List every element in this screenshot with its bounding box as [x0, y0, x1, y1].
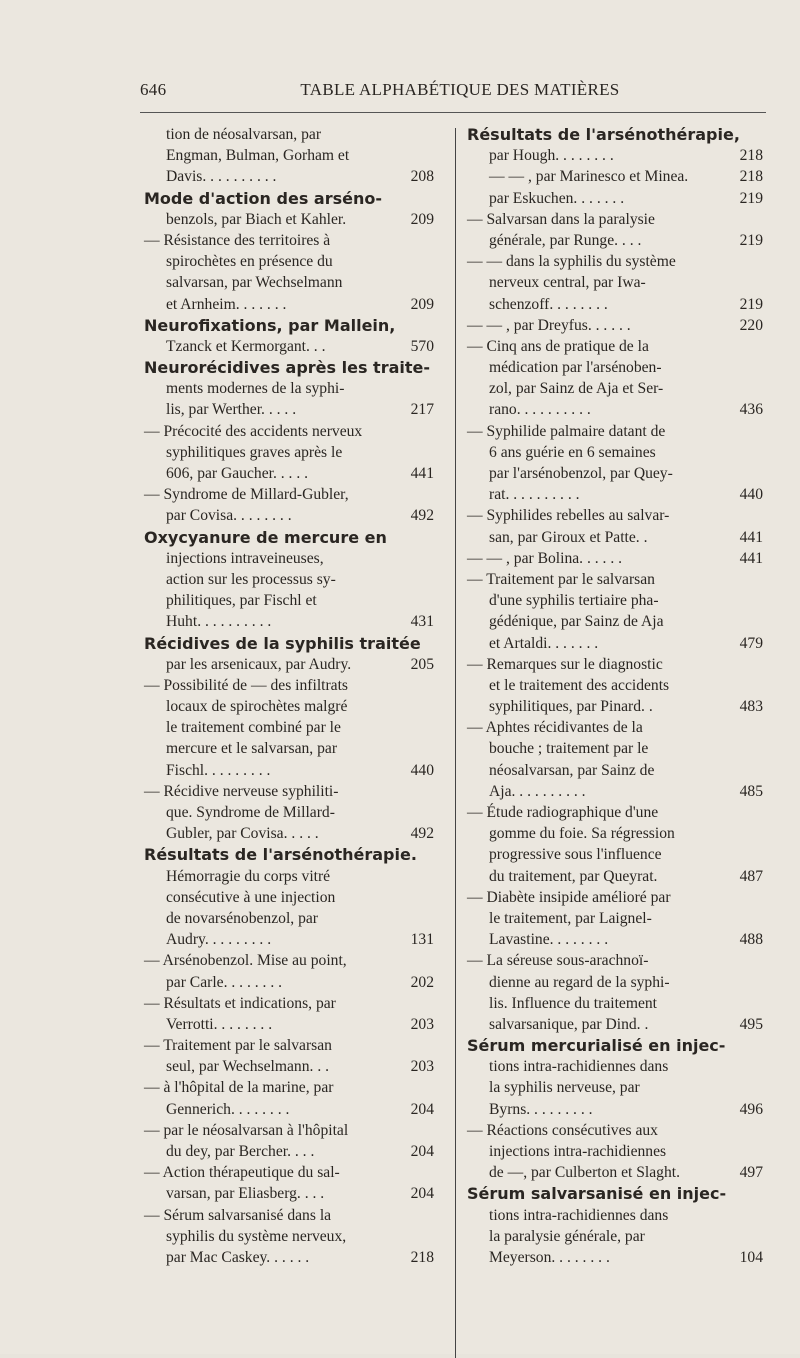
index-entry-line	[144, 145, 420, 166]
index-entry-line	[144, 717, 420, 738]
entry-text: syphilitiques graves après le	[166, 443, 343, 461]
page-reference: 497	[739, 1164, 763, 1182]
page-reference: 488	[739, 931, 763, 949]
entry-text: philitiques, par Fischl et	[166, 592, 317, 610]
entry-text: — — dans la syphilis du système	[467, 253, 676, 271]
index-entry-line	[467, 993, 743, 1014]
page-reference: 218	[410, 1248, 434, 1266]
entry-text: — Précocité des accidents nerveux	[144, 422, 363, 440]
entry-text: — Remarques sur le diagnostic	[467, 655, 663, 673]
index-entry-line	[144, 569, 420, 590]
page-reference: 203	[410, 1058, 434, 1076]
entry-text: lis. Influence du traitement	[489, 994, 658, 1012]
page-reference: 495	[739, 1015, 763, 1033]
entry-text: du dey, par Bercher. . . .	[166, 1143, 315, 1160]
entry-text: mercure et le salvarsan, par	[166, 740, 338, 758]
index-entry-line	[144, 548, 420, 569]
index-entry-line	[467, 802, 743, 823]
page-reference: 204	[410, 1185, 434, 1203]
entry-text: le traitement combiné par le	[166, 719, 341, 737]
entry-text: salvarsanique, par Dind. .	[489, 1015, 649, 1033]
entry-text: dienne au regard de la syphi-	[489, 973, 670, 991]
page-reference: 441	[739, 549, 763, 567]
entry-text: lis, par Werther. . . . .	[166, 401, 297, 419]
index-entry-line	[467, 738, 743, 759]
entry-text: — Action thérapeutique du sal-	[144, 1164, 340, 1182]
index-entry-line	[144, 421, 420, 442]
index-entry-line	[144, 760, 434, 781]
index-entry-line	[467, 760, 743, 781]
entry-text: — Réactions consécutives aux	[467, 1121, 658, 1139]
entry-text: et le traitement des accidents	[489, 676, 670, 694]
entry-text: Résultats de l'arsénothérapie.	[144, 845, 417, 865]
page-reference: 218	[739, 147, 763, 165]
index-entry-line	[467, 929, 763, 950]
index-heading	[144, 633, 420, 654]
page-reference: 440	[410, 761, 434, 779]
entry-text: — Syphilides rebelles au salvar-	[467, 507, 670, 525]
entry-text: gomme du foie. Sa régression	[489, 825, 675, 843]
index-entry-line	[467, 145, 763, 166]
entry-text: Neurorécidives après les traite-	[144, 358, 431, 378]
page-reference: 492	[410, 507, 434, 525]
entry-text: san, par Giroux et Patte. .	[489, 528, 648, 546]
index-entry-line	[144, 209, 434, 230]
page-reference: 219	[739, 231, 763, 249]
index-entry-line	[467, 336, 743, 357]
entry-text: bouche ; traitement par le	[489, 740, 649, 758]
entry-text: Lavastine. . . . . . . .	[489, 931, 609, 949]
index-entry-line	[467, 1141, 743, 1162]
entry-text: Verrotti. . . . . . . .	[166, 1015, 273, 1033]
entry-text: par les arsenicaux, par Audry.	[166, 655, 352, 673]
header-rule	[140, 112, 766, 113]
index-entry-line	[144, 866, 420, 887]
entry-text: action sur les processus sy-	[166, 570, 336, 588]
index-entry-line	[144, 166, 434, 187]
page-reference: 485	[739, 782, 763, 800]
index-entry-line	[467, 548, 763, 569]
index-entry-line	[144, 1162, 420, 1183]
index-entry-line	[144, 696, 420, 717]
index-entry-line	[144, 378, 420, 399]
entry-text: — Résultats et indications, par	[144, 994, 336, 1012]
index-entry-line	[144, 251, 420, 272]
page-reference: 219	[739, 295, 763, 313]
entry-text: générale, par Runge. . . .	[489, 231, 642, 249]
index-entry-line	[467, 844, 743, 865]
page-header	[140, 74, 780, 104]
page-reference: 570	[410, 337, 434, 355]
entry-text: — Syphilide palmaire datant de	[467, 422, 666, 440]
entry-text: rano. . . . . . . . . .	[489, 401, 591, 419]
index-heading	[144, 527, 420, 548]
page-reference: 131	[410, 931, 434, 949]
page-reference: 218	[739, 168, 763, 186]
index-entry-line	[144, 993, 420, 1014]
index-entry-line	[467, 484, 763, 505]
index-entry-line	[467, 421, 743, 442]
index-entry-line	[467, 972, 743, 993]
entry-text: — Traitement par le salvarsan	[144, 1037, 332, 1055]
index-entry-line	[467, 378, 743, 399]
page-reference: 219	[739, 189, 763, 207]
index-entry-line	[144, 294, 434, 315]
entry-text: progressive sous l'influence	[489, 846, 662, 864]
entry-text: Récidives de la syphilis traitée	[144, 633, 421, 653]
entry-text: salvarsan, par Wechselmann	[166, 274, 343, 292]
entry-text: seul, par Wechselmann. . .	[166, 1058, 330, 1076]
entry-text: Engman, Bulman, Gorham et	[166, 147, 350, 165]
index-entry-line	[144, 1247, 434, 1268]
entry-text: zol, par Sainz de Aja et Ser-	[489, 380, 664, 398]
index-entry-line	[467, 908, 743, 929]
index-entry-line	[467, 633, 763, 654]
index-entry-line	[467, 399, 763, 420]
index-heading	[467, 124, 743, 145]
entry-text: par Mac Caskey. . . . . .	[166, 1248, 310, 1266]
index-heading	[467, 1183, 743, 1204]
index-heading	[467, 1035, 743, 1056]
page-reference: 441	[739, 528, 763, 546]
index-entry-line	[467, 442, 743, 463]
index-entry-line	[467, 527, 763, 548]
index-entry-line	[467, 294, 763, 315]
entry-text: Audry. . . . . . . . .	[166, 931, 272, 949]
index-heading	[144, 844, 420, 865]
entry-text: syphilitiques, par Pinard. .	[489, 698, 653, 716]
entry-text: locaux de spirochètes malgré	[166, 698, 348, 716]
page-reference: 104	[739, 1248, 763, 1266]
index-entry-line	[144, 1141, 434, 1162]
index-entry-line	[144, 972, 434, 993]
entry-text: — Cinq ans de pratique de la	[467, 337, 649, 355]
index-entry-line	[467, 1162, 763, 1183]
index-entry-line	[467, 357, 743, 378]
entry-text: le traitement, par Laignel-	[489, 909, 652, 927]
index-entry-line	[467, 166, 763, 187]
entry-text: néosalvarsan, par Sainz de	[489, 761, 655, 779]
entry-text: Davis. . . . . . . . . .	[166, 168, 277, 186]
entry-text: par Carle. . . . . . . .	[166, 973, 283, 991]
entry-text: 606, par Gaucher. . . . .	[166, 465, 309, 482]
entry-text: du traitement, par Queyrat.	[489, 867, 658, 885]
entry-text: Gubler, par Covisa. . . . .	[166, 825, 319, 843]
entry-text: spirochètes en présence du	[166, 253, 333, 271]
index-entry-line	[467, 781, 763, 802]
entry-text: Aja. . . . . . . . . .	[489, 782, 586, 800]
page-reference: 204	[410, 1143, 434, 1160]
index-entry-line	[144, 505, 434, 526]
entry-text: injections intra-rachidiennes	[489, 1143, 667, 1160]
index-entry-line	[467, 251, 743, 272]
index-entry-line	[144, 590, 420, 611]
entry-text: par Hough. . . . . . . .	[489, 147, 614, 165]
index-entry-line	[144, 399, 434, 420]
index-entry-line	[144, 1077, 420, 1098]
entry-text: — Diabète insipide amélioré par	[467, 888, 671, 906]
entry-text: rat. . . . . . . . . .	[489, 486, 580, 504]
entry-text: — — , par Bolina. . . . . .	[467, 549, 623, 567]
index-entry-line	[144, 781, 420, 802]
entry-text: la syphilis nerveuse, par	[489, 1079, 640, 1097]
entry-text: — Salvarsan dans la paralysie	[467, 210, 655, 228]
index-entry-line	[467, 209, 743, 230]
page-reference: 436	[739, 401, 763, 419]
index-entry-line	[144, 887, 420, 908]
page-number: 646	[140, 80, 167, 99]
page-reference: 205	[410, 655, 434, 673]
page-reference: 483	[739, 698, 763, 716]
index-entry-line	[144, 738, 420, 759]
entry-text: Fischl. . . . . . . . .	[166, 761, 271, 779]
index-entry-line	[467, 1099, 763, 1120]
entry-text: syphilis du système nerveux,	[166, 1227, 347, 1245]
entry-text: — Arsénobenzol. Mise au point,	[144, 952, 347, 970]
entry-text: gédénique, par Sainz de Aja	[489, 613, 664, 631]
index-entry-line	[144, 484, 420, 505]
entry-text: d'une syphilis tertiaire pha-	[489, 592, 659, 610]
index-entry-line	[144, 1120, 420, 1141]
entry-text: et Arnheim. . . . . . .	[166, 295, 287, 313]
entry-text: Oxycyanure de mercure en	[144, 527, 387, 547]
page-reference: 209	[410, 295, 434, 313]
index-entry-line	[144, 929, 434, 950]
index-entry-line	[467, 188, 763, 209]
index-entry-line	[467, 230, 763, 251]
entry-text: — Syndrome de Millard-Gubler,	[144, 486, 349, 504]
page-reference: 217	[410, 401, 434, 419]
index-column-right	[467, 124, 763, 1268]
entry-text: par l'arsénobenzol, par Quey-	[489, 465, 673, 482]
page-reference: 487	[739, 867, 763, 885]
index-entry-line	[144, 611, 434, 632]
index-entry-line	[467, 866, 763, 887]
index-entry-line	[144, 654, 434, 675]
index-entry-line	[467, 717, 743, 738]
index-entry-line	[144, 802, 420, 823]
index-entry-line	[467, 505, 743, 526]
entry-text: varsan, par Eliasberg. . . .	[166, 1185, 325, 1203]
entry-text: consécutive à une injection	[166, 888, 336, 906]
page-reference: 440	[739, 486, 763, 504]
index-entry-line	[144, 1226, 420, 1247]
index-entry-line	[467, 654, 743, 675]
entry-text: 6 ans guérie en 6 semaines	[489, 443, 656, 461]
index-entry-line	[467, 569, 743, 590]
entry-text: — La séreuse sous-arachnoï-	[467, 952, 649, 970]
entry-text: — — , par Dreyfus. . . . . .	[467, 316, 631, 334]
index-entry-line	[467, 1120, 743, 1141]
index-entry-line	[467, 315, 763, 336]
index-entry-line	[467, 1205, 743, 1226]
index-entry-line	[467, 611, 743, 632]
page-reference: 441	[410, 465, 434, 482]
column-divider	[455, 128, 456, 1358]
entry-text: — Aphtes récidivantes de la	[467, 719, 643, 737]
index-entry-line	[467, 463, 743, 484]
index-entry-line	[467, 887, 743, 908]
page-reference: 204	[410, 1100, 434, 1118]
index-entry-line	[467, 950, 743, 971]
entry-text: — Récidive nerveuse syphiliti-	[144, 782, 339, 800]
entry-text: ments modernes de la syphi-	[166, 380, 345, 398]
entry-text: — Possibilité de — des infiltrats	[144, 676, 349, 694]
page-reference: 208	[410, 168, 434, 186]
index-entry-line	[144, 1056, 434, 1077]
index-entry-line	[467, 1247, 763, 1268]
index-column-left	[144, 124, 434, 1268]
page-reference: 479	[739, 634, 763, 652]
entry-text: tions intra-rachidiennes dans	[489, 1206, 669, 1224]
index-entry-line	[467, 272, 743, 293]
entry-text: par Eskuchen. . . . . . .	[489, 189, 625, 207]
index-heading	[144, 315, 420, 336]
page-reference: 496	[739, 1100, 763, 1118]
entry-text: Mode d'action des arséno-	[144, 188, 382, 208]
entry-text: Meyerson. . . . . . . .	[489, 1248, 610, 1266]
entry-text: — à l'hôpital de la marine, par	[144, 1079, 334, 1097]
index-entry-line	[144, 336, 434, 357]
entry-text: schenzoff. . . . . . . .	[489, 295, 608, 313]
running-title: TABLE ALPHABÉTIQUE DES MATIÈRES	[300, 80, 620, 99]
page-reference: 492	[410, 825, 434, 843]
entry-text: Huht. . . . . . . . . .	[166, 613, 272, 631]
entry-text: la paralysie générale, par	[489, 1227, 645, 1245]
index-entry-line	[467, 590, 743, 611]
entry-text: — Résistance des territoires à	[144, 231, 331, 249]
index-entry-line	[144, 908, 420, 929]
entry-text: tions intra-rachidiennes dans	[489, 1058, 669, 1076]
index-entry-line	[144, 1205, 420, 1226]
index-entry-line	[144, 272, 420, 293]
index-heading	[144, 188, 420, 209]
entry-text: Hémorragie du corps vitré	[166, 867, 331, 885]
index-entry-line	[144, 230, 420, 251]
index-entry-line	[144, 823, 434, 844]
entry-text: — par le néosalvarsan à l'hôpital	[144, 1121, 349, 1139]
index-entry-line	[144, 463, 434, 484]
entry-text: par Covisa. . . . . . . .	[166, 507, 292, 525]
entry-text: Neurofixations, par Mallein,	[144, 315, 396, 335]
entry-text: — Sérum salvarsanisé dans la	[144, 1206, 332, 1224]
index-entry-line	[467, 823, 743, 844]
index-entry-line	[144, 1183, 434, 1204]
index-entry-line	[144, 1099, 434, 1120]
index-entry-line	[467, 1077, 743, 1098]
entry-text: — Étude radiographique d'une	[467, 804, 659, 821]
index-entry-line	[467, 1014, 763, 1035]
entry-text: que. Syndrome de Millard-	[166, 804, 335, 821]
entry-text: Sérum mercurialisé en injec-	[467, 1036, 726, 1056]
entry-text: tion de néosalvarsan, par	[166, 126, 322, 143]
index-entry-line	[144, 442, 420, 463]
page-reference: 431	[410, 613, 434, 631]
index-entry-line	[467, 696, 763, 717]
entry-text: Sérum salvarsanisé en injec-	[467, 1184, 727, 1204]
entry-text: de —, par Culberton et Slaght.	[489, 1164, 680, 1182]
entry-text: Résultats de l'arsénothérapie,	[467, 125, 740, 144]
entry-text: nerveux central, par Iwa-	[489, 274, 646, 292]
entry-text: médication par l'arsénoben-	[489, 359, 662, 377]
entry-text: Tzanck et Kermorgant. . .	[166, 337, 326, 355]
entry-text: benzols, par Biach et Kahler.	[166, 210, 347, 228]
page-reference: 203	[410, 1015, 434, 1033]
entry-text: Gennerich. . . . . . . .	[166, 1100, 290, 1118]
entry-text: injections intraveineuses,	[166, 549, 324, 567]
index-entry-line	[144, 1035, 420, 1056]
page-reference: 209	[410, 210, 434, 228]
index-entry-line	[144, 1014, 434, 1035]
index-heading	[144, 357, 431, 378]
entry-text: et Artaldi. . . . . . .	[489, 634, 599, 652]
index-entry-line	[144, 124, 420, 145]
entry-text: — — , par Marinesco et Minea.	[489, 168, 689, 186]
index-entry-line	[467, 1056, 743, 1077]
index-entry-line	[467, 1226, 743, 1247]
entry-text: Byrns. . . . . . . . .	[489, 1100, 593, 1118]
index-entry-line	[144, 675, 420, 696]
page-reference: 220	[739, 316, 763, 334]
index-entry-line	[467, 675, 743, 696]
index-entry-line	[144, 950, 420, 971]
entry-text: de novarsénobenzol, par	[166, 909, 318, 927]
entry-text: — Traitement par le salvarsan	[467, 570, 655, 588]
page-reference: 202	[410, 973, 434, 991]
